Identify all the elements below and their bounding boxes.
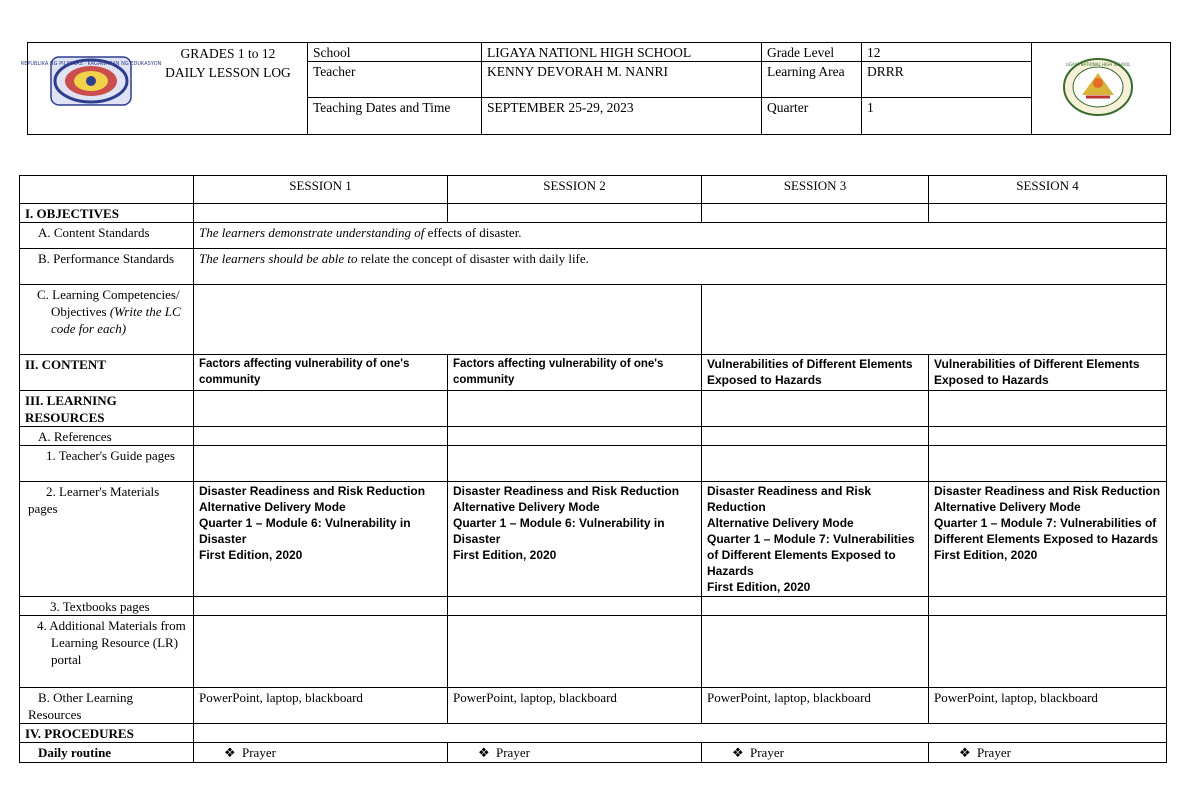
performance-standards-value: [194, 249, 1167, 285]
references-row: [20, 427, 1167, 446]
bullet-icon: ❖: [224, 745, 236, 760]
competencies-row: [20, 285, 1167, 355]
dates-value: SEPTEMBER 25-29, 2023: [482, 98, 762, 135]
school-seal-icon: [1062, 57, 1134, 117]
content-session-1: Factors affecting vulnerability of one's community: [194, 355, 448, 391]
objectives-row: [20, 204, 1167, 223]
teacher-value: KENNY DEVORAH M. NANRI: [482, 62, 762, 98]
lm4-mode: Alternative Delivery Mode: [934, 500, 1081, 514]
other-resources-session-3: PowerPoint, laptop, blackboard: [702, 688, 929, 724]
performance-standards-italic: The learners should be able to: [199, 251, 358, 266]
other-resources-row: [20, 688, 1167, 724]
competencies-label-text: C. Learning Competencies/ Objectives: [37, 287, 180, 319]
teachers-guide-label: 1. Teacher's Guide pages: [20, 446, 194, 482]
routine-text: Prayer: [242, 745, 276, 760]
content-standards-row: [20, 223, 1167, 249]
competencies-note: (Write the LC code for each): [51, 304, 181, 336]
title-dll: DAILY LESSON LOG: [165, 65, 291, 80]
objectives-label: I. OBJECTIVES: [20, 204, 194, 223]
competencies-s3-s4: [702, 285, 1167, 355]
lm3-module: Quarter 1 – Module 7: Vulnerabilities of Different Elements Exposed to Hazards: [707, 532, 915, 578]
daily-routine-session-3: [702, 743, 929, 763]
routine-text: Prayer: [750, 745, 784, 760]
header-title-cell: [20, 43, 308, 135]
lm3-edition: First Edition, 2020: [707, 580, 811, 594]
additional-materials-row: [20, 616, 1167, 688]
bullet-icon: ❖: [732, 745, 744, 760]
lm1-edition: First Edition, 2020: [199, 548, 303, 562]
routine-text: Prayer: [496, 745, 530, 760]
daily-routine-session-4: [929, 743, 1167, 763]
performance-standards-row: [20, 249, 1167, 285]
session-4-header: SESSION 4: [929, 176, 1167, 204]
performance-standards-label: B. Performance Standards: [20, 249, 194, 285]
lesson-log-table: [19, 175, 1167, 763]
quarter-label: Quarter: [762, 98, 862, 135]
textbooks-label: 3. Textbooks pages: [20, 597, 194, 616]
session-2-header: SESSION 2: [448, 176, 702, 204]
lm3-title: Disaster Readiness and Risk Reduction: [707, 484, 872, 514]
header-table: [20, 42, 1171, 135]
lm3-mode: Alternative Delivery Mode: [707, 516, 854, 530]
procedures-row: [20, 724, 1167, 743]
lm1-module: Quarter 1 – Module 6: Vulnerability in Disaster: [199, 516, 411, 546]
teachers-guide-row: [20, 446, 1167, 482]
other-resources-session-2: PowerPoint, laptop, blackboard: [448, 688, 702, 724]
learners-materials-session-3: [702, 482, 929, 597]
school-seal-text: LIGAYA NATIONAL HIGH SCHOOL: [1065, 62, 1131, 67]
school-logo-cell: [1032, 43, 1171, 135]
content-standards-italic: The learners demonstrate understanding of: [199, 225, 425, 240]
bullet-icon: ❖: [959, 745, 971, 760]
lm2-title: Disaster Readiness and Risk Reduction: [453, 484, 680, 498]
content-standards-value: [194, 223, 1167, 249]
quarter-value: 1: [862, 98, 1032, 135]
content-session-4: Vulnerabilities of Different Elements Exposed to Hazards: [929, 355, 1167, 391]
lm2-module: Quarter 1 – Module 6: Vulnerability in Disaster: [453, 516, 665, 546]
content-session-2: Factors affecting vulnerability of one's community: [448, 355, 702, 391]
daily-routine-session-2: [448, 743, 702, 763]
title-grades: GRADES 1 to 12: [180, 46, 276, 61]
school-label: School: [308, 43, 482, 62]
bullet-icon: ❖: [478, 745, 490, 760]
learners-materials-session-4: [929, 482, 1167, 597]
references-label: A. References: [20, 427, 194, 446]
session-3-header: SESSION 3: [702, 176, 929, 204]
competencies-s1-s2: [194, 285, 702, 355]
lm4-edition: First Edition, 2020: [934, 548, 1038, 562]
session-1-header: SESSION 1: [194, 176, 448, 204]
learners-materials-session-2: [448, 482, 702, 597]
learning-resources-row: [20, 391, 1167, 427]
other-resources-label: B. Other Learning Resources: [20, 688, 194, 724]
lm1-mode: Alternative Delivery Mode: [199, 500, 346, 514]
daily-routine-row: [20, 743, 1167, 763]
learners-materials-label: 2. Learner's Materials pages: [20, 482, 194, 597]
additional-materials-label: 4. Additional Materials from Learning Resource (LR) portal: [20, 616, 194, 688]
other-resources-session-1: PowerPoint, laptop, blackboard: [194, 688, 448, 724]
routine-text: Prayer: [977, 745, 1011, 760]
lm4-title: Disaster Readiness and Risk Reduction: [934, 484, 1161, 498]
textbooks-row: [20, 597, 1167, 616]
grade-level-label: Grade Level: [762, 43, 862, 62]
learning-area-label: Learning Area: [762, 62, 862, 98]
corner-cell: [20, 176, 194, 204]
learning-resources-label: III. LEARNING RESOURCES: [20, 391, 194, 427]
content-label: II. CONTENT: [20, 355, 194, 391]
dates-label: Teaching Dates and Time: [308, 98, 482, 135]
performance-standards-rest: relate the concept of disaster with daily life.: [357, 251, 589, 266]
daily-routine-label: Daily routine: [20, 743, 194, 763]
lm2-edition: First Edition, 2020: [453, 548, 557, 562]
content-standards-label: A. Content Standards: [20, 223, 194, 249]
competencies-label: [20, 285, 194, 355]
teacher-label: Teacher: [308, 62, 482, 98]
lm2-mode: Alternative Delivery Mode: [453, 500, 600, 514]
document-title: [153, 44, 303, 82]
procedures-label: IV. PROCEDURES: [20, 724, 194, 743]
school-value: LIGAYA NATIONL HIGH SCHOOL: [482, 43, 762, 62]
deped-seal-icon: [20, 56, 162, 106]
content-standards-rest: effects of disaster.: [424, 225, 522, 240]
lm4-module: Quarter 1 – Module 7: Vulnerabilities of Different Elements Exposed to Hazards: [934, 516, 1159, 546]
other-resources-session-4: PowerPoint, laptop, blackboard: [929, 688, 1167, 724]
session-header-row: [20, 176, 1167, 204]
grade-level-value: 12: [862, 43, 1032, 62]
learning-area-value: DRRR: [862, 62, 1032, 98]
deped-seal-text: REPUBLIKA NG PILIPINAS · KAGAWARAN NG EDUKASYON: [20, 61, 162, 67]
content-row: [20, 355, 1167, 391]
learners-materials-row: [20, 482, 1167, 597]
lm1-title: Disaster Readiness and Risk Reduction: [199, 484, 426, 498]
learners-materials-session-1: [194, 482, 448, 597]
daily-routine-session-1: [194, 743, 448, 763]
content-session-3: Vulnerabilities of Different Elements Exposed to Hazards: [702, 355, 929, 391]
